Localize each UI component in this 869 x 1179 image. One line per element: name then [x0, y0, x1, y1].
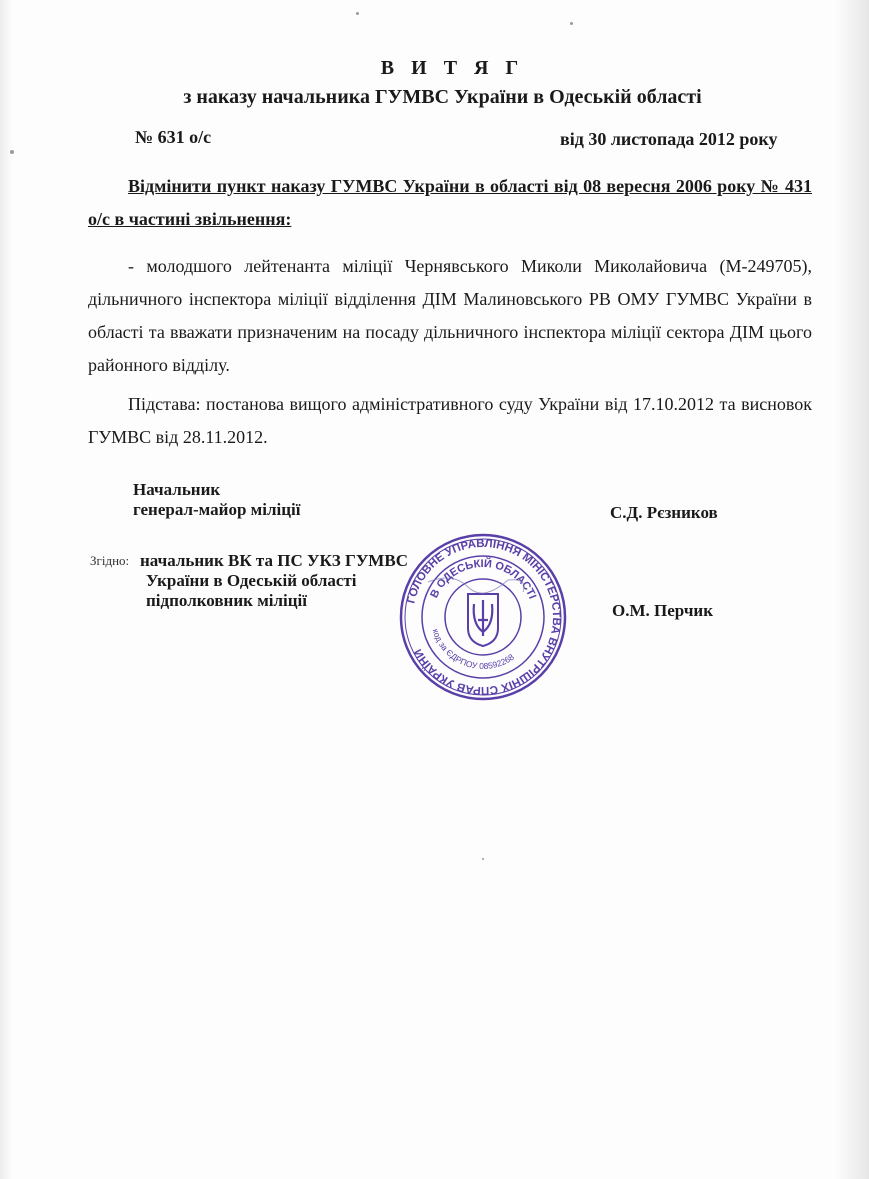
- scan-speck: [10, 150, 14, 154]
- agreed-line3: підполковник міліції: [146, 591, 307, 610]
- agreed-line2: України в Одеській області: [146, 571, 357, 590]
- document-subheading: з наказу начальника ГУМВС України в Одеській області: [183, 86, 702, 108]
- stamp-inner-text: В ОДЕСЬКІЙ ОБЛАСТІ: [428, 557, 539, 601]
- stamp-outer-text: ГОЛОВНЕ УПРАВЛІННЯ МІНІСТЕРСТВА ВНУТРІШНІХ СПРАВ УКРАЇНИ: [405, 537, 563, 697]
- document-heading: В И Т Я Г: [380, 57, 525, 79]
- directive-paragraph: Відмінити пункт наказу ГУМВС України в області від 08 вересня 2006 року № 431 о/с в частині звільнення:: [88, 176, 812, 229]
- agreed-label: Згідно:: [90, 553, 130, 568]
- body-paragraph: - молодшого лейтенанта міліції Чернявського Миколи Миколайовича (М-249705), дільничного інспектора міліції відділення ДІМ Малиновського РВ ОМУ ГУМВС України в області та вважати призначеним на посаду дільничного інспектора міліції сектора ДІМ цього районного відділу.: [88, 256, 812, 375]
- trident-emblem-icon: [468, 594, 498, 646]
- chief-title-line1: Начальник: [133, 480, 221, 499]
- scan-edge-left: [0, 0, 14, 1179]
- agreed-line1: начальник ВК та ПС УКЗ ГУМВС: [140, 551, 408, 570]
- official-stamp: [398, 532, 568, 702]
- chief-title: [133, 480, 300, 520]
- chief-title-line2: генерал-майор міліції: [133, 500, 301, 519]
- agreed-name: О.М. Перчик: [612, 601, 713, 620]
- scan-edge-right: [831, 0, 869, 1179]
- scan-speck: [482, 858, 484, 860]
- order-number: № 631 о/с: [135, 127, 212, 147]
- scan-speck: [356, 12, 359, 15]
- stamp-code-text: код за ЄДРПОУ 08592268: [430, 627, 516, 672]
- chief-name: С.Д. Рєзников: [610, 503, 718, 522]
- agreed-title: [140, 551, 408, 611]
- scan-speck: [570, 22, 573, 25]
- basis-paragraph: Підстава: постанова вищого адміністративного суду України від 17.10.2012 та висновок ГУМВС від 28.11.2012.: [88, 394, 812, 447]
- order-date: від 30 листопада 2012 року: [560, 129, 778, 149]
